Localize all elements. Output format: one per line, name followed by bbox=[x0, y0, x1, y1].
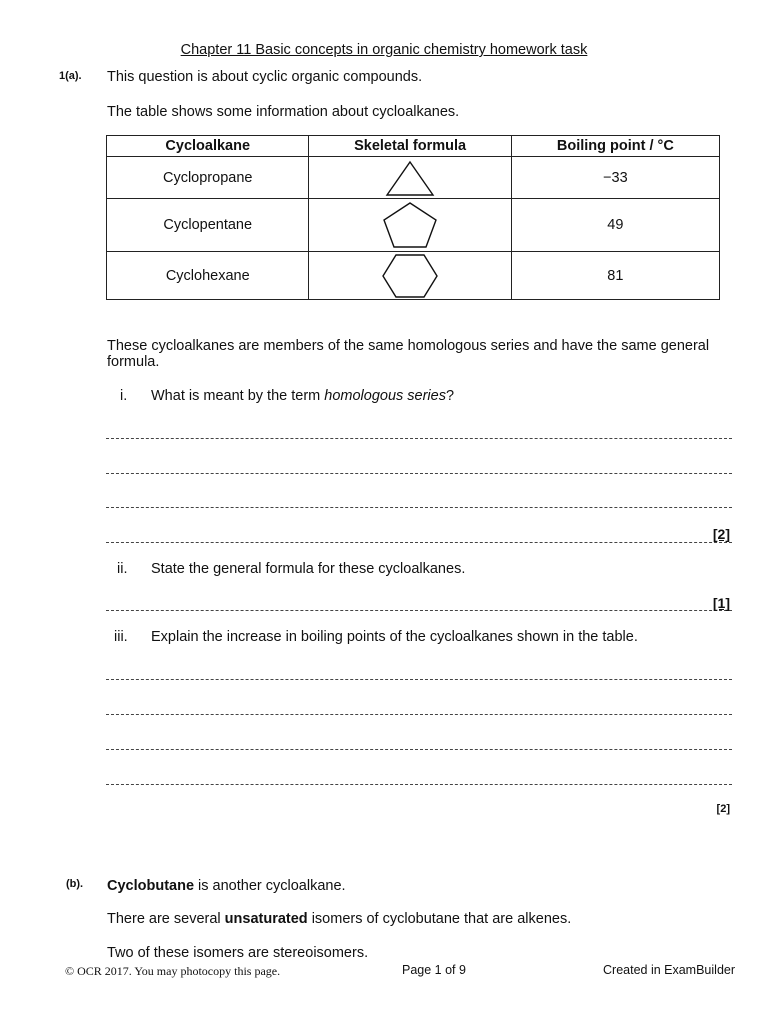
answer-line[interactable] bbox=[106, 438, 732, 439]
footer-copyright: © OCR 2017. You may photocopy this page. bbox=[65, 964, 281, 978]
footer-page-number: Page 1 of 9 bbox=[402, 963, 466, 977]
skeletal-formula-cell bbox=[309, 252, 511, 300]
column-header-boiling-point: Boiling point / °C bbox=[511, 136, 719, 157]
table-header-row bbox=[107, 136, 720, 157]
footer-created: Created in ExamBuilder bbox=[603, 963, 736, 977]
part-ii-question: State the general formula for these cycloalkanes. bbox=[151, 561, 466, 577]
cycloalkane-name: Cyclopropane bbox=[107, 157, 309, 199]
answer-line[interactable] bbox=[106, 507, 732, 508]
skeletal-formula-cell bbox=[309, 157, 511, 199]
hexagon-icon bbox=[381, 253, 439, 299]
answer-line[interactable] bbox=[106, 610, 732, 611]
cycloalkane-name: Cyclohexane bbox=[107, 252, 309, 300]
part-i-text-end: ? bbox=[445, 388, 455, 404]
part-i-text: What is meant by the term bbox=[151, 388, 325, 404]
answer-line[interactable] bbox=[106, 679, 732, 680]
answer-line[interactable] bbox=[106, 749, 732, 750]
skeletal-formula-cell bbox=[309, 199, 511, 252]
homologous-statement: These cycloalkanes are members of the same homologous series and have the same general formula. bbox=[107, 338, 710, 370]
part-ii-marks: [1] bbox=[712, 595, 730, 611]
answer-line[interactable] bbox=[106, 473, 732, 474]
q1b-line1-text: is another cycloalkane. bbox=[194, 878, 346, 894]
part-iii-marks: [2] bbox=[716, 803, 730, 815]
boiling-point-value: 49 bbox=[511, 199, 719, 252]
question-number-1a: 1(a). bbox=[59, 70, 82, 82]
part-ii-label: ii. bbox=[117, 561, 128, 577]
table-row bbox=[107, 157, 720, 199]
cycloalkane-name: Cyclopentane bbox=[107, 199, 309, 252]
table-row bbox=[107, 199, 720, 252]
q1b-line2-text: There are several bbox=[107, 911, 225, 927]
cycloalkane-table bbox=[106, 135, 720, 300]
q1b-line2 bbox=[107, 911, 571, 927]
pentagon-icon bbox=[381, 201, 439, 249]
triangle-icon bbox=[384, 159, 436, 197]
question-intro: This question is about cyclic organic compounds. bbox=[107, 69, 423, 85]
part-iii-question: Explain the increase in boiling points of the cycloalkanes shown in the table. bbox=[151, 629, 638, 645]
answer-line[interactable] bbox=[106, 784, 732, 785]
table-intro: The table shows some information about cycloalkanes. bbox=[107, 104, 460, 120]
boiling-point-value: −33 bbox=[511, 157, 719, 199]
column-header-cycloalkane: Cycloalkane bbox=[107, 136, 309, 157]
part-iii-label: iii. bbox=[114, 629, 128, 645]
answer-line[interactable] bbox=[106, 542, 732, 543]
question-number-1b: (b). bbox=[66, 878, 84, 890]
part-i-term: homologous series bbox=[324, 388, 446, 404]
unsaturated-term: unsaturated bbox=[224, 911, 308, 927]
q1b-line3: Two of these isomers are stereoisomers. bbox=[107, 945, 369, 961]
part-i-question bbox=[151, 388, 454, 404]
answer-line[interactable] bbox=[106, 714, 732, 715]
table-row bbox=[107, 252, 720, 300]
page-title: Chapter 11 Basic concepts in organic chemistry homework task bbox=[180, 42, 588, 58]
q1b-line2-text-end: isomers of cyclobutane that are alkenes. bbox=[307, 911, 572, 927]
column-header-skeletal-formula: Skeletal formula bbox=[309, 136, 511, 157]
cyclobutane-term: Cyclobutane bbox=[107, 878, 195, 894]
part-i-label: i. bbox=[120, 388, 128, 404]
part-i-marks: [2] bbox=[712, 526, 730, 542]
q1b-line1 bbox=[107, 878, 346, 894]
boiling-point-value: 81 bbox=[511, 252, 719, 300]
